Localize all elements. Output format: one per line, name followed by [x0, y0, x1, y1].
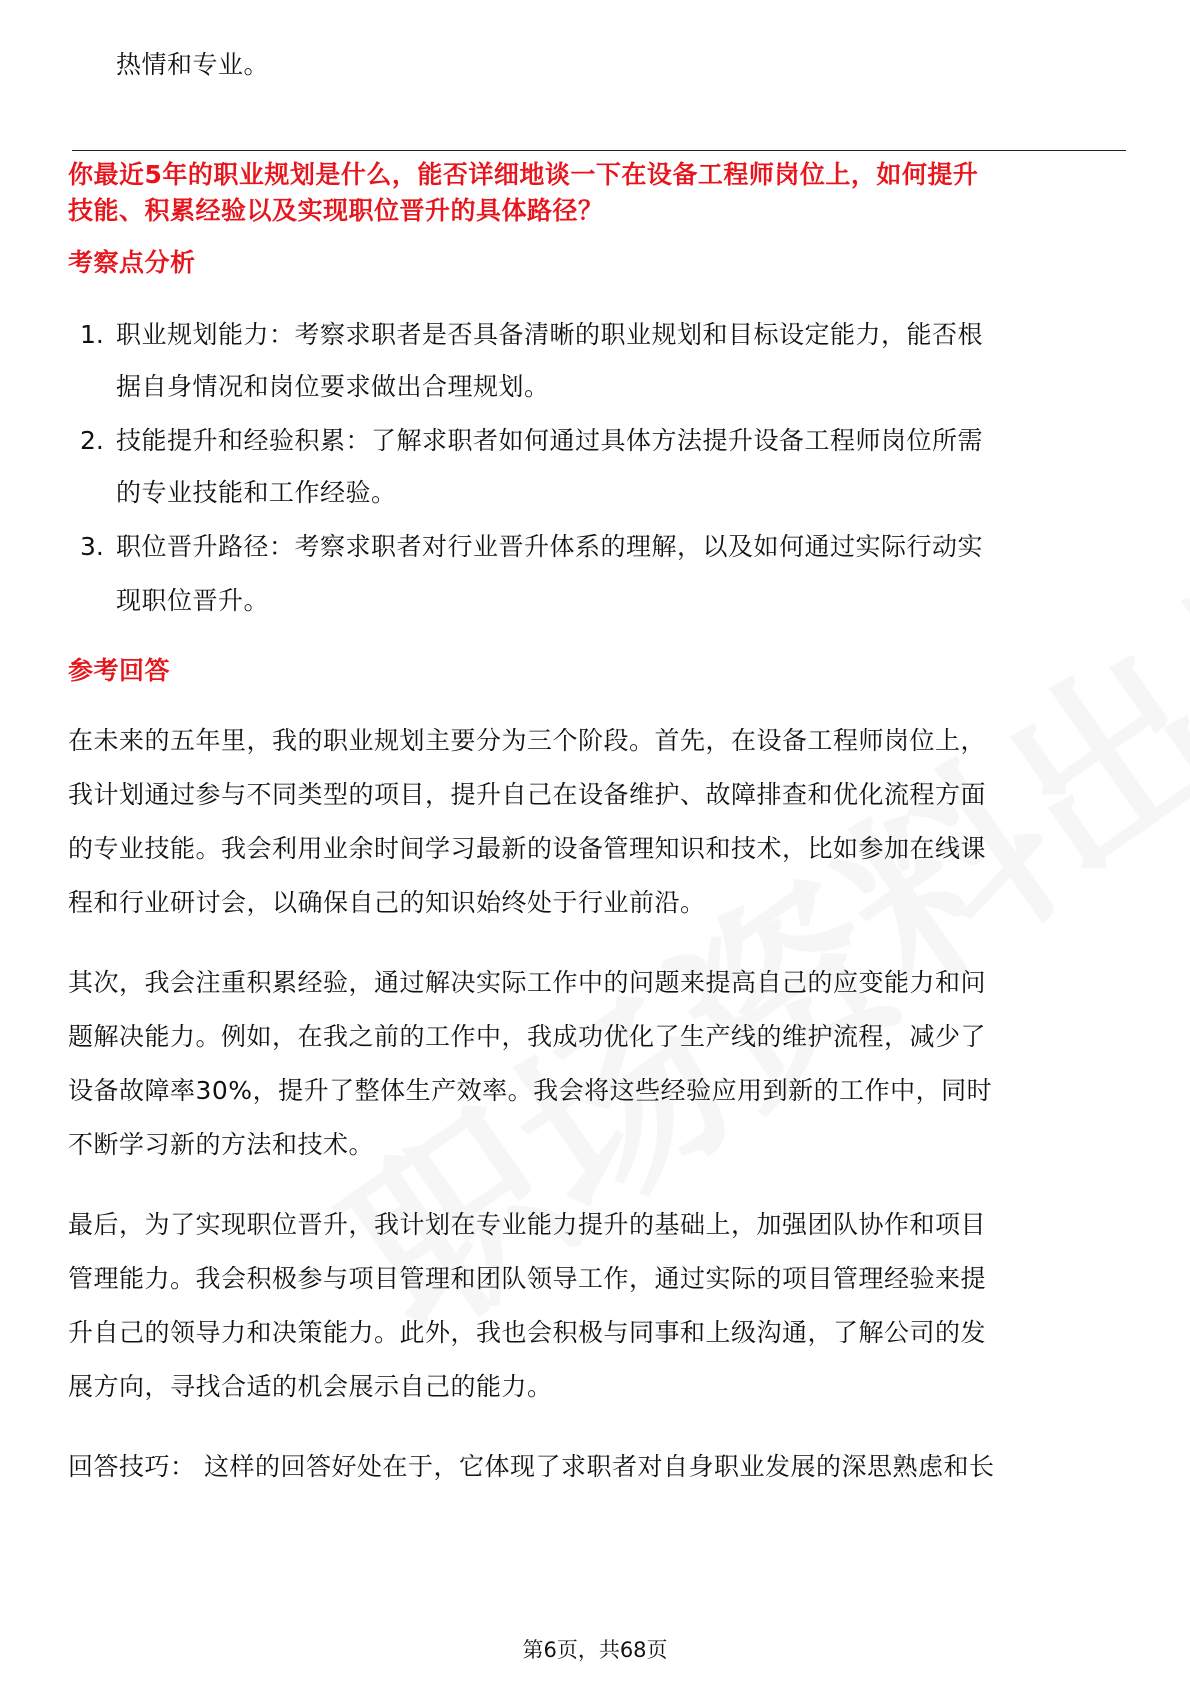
list-item-number: 3. — [80, 532, 104, 561]
paragraph-line: 题解决能力。例如，在我之前的工作中，我成功优化了生产线的维护流程，减少了 — [68, 1022, 987, 1051]
paragraph-line: 管理能力。我会积极参与项目管理和团队领导工作，通过实际的项目管理经验来提 — [68, 1264, 987, 1293]
list-item-text: 据自身情况和岗位要求做出合理规划。 — [116, 372, 550, 401]
paragraph-line: 展方向，寻找合适的机会展示自己的能力。 — [68, 1372, 553, 1401]
answer-heading: 参考回答 — [68, 656, 171, 685]
answer-tips: 回答技巧： 这样的回答好处在于，它体现了求职者对自身职业发展的深思熟虑和长 — [68, 1452, 995, 1481]
watermark — [286, 462, 1190, 1385]
paragraph-line: 程和行业研讨会，以确保自己的知识始终处于行业前沿。 — [68, 888, 706, 917]
page-number: 第6页，共68页 — [522, 1638, 668, 1662]
list-item-number: 2. — [80, 426, 104, 455]
paragraph-line: 不断学习新的方法和技术。 — [68, 1130, 375, 1159]
analysis-heading: 考察点分析 — [68, 248, 196, 277]
list-item-text: 现职位晋升。 — [116, 586, 270, 615]
question-line: 你最近5年的职业规划是什么，能否详细地谈一下在设备工程师岗位上，如何提升 — [68, 160, 979, 189]
question-line: 技能、积累经验以及实现职位晋升的具体路径？ — [68, 196, 604, 225]
paragraph-line: 设备故障率30%，提升了整体生产效率。我会将这些经验应用到新的工作中，同时 — [68, 1076, 993, 1105]
paragraph-line: 的专业技能。我会利用业余时间学习最新的设备管理知识和技术，比如参加在线课 — [68, 834, 987, 863]
paragraph-line: 在未来的五年里，我的职业规划主要分为三个阶段。首先，在设备工程师岗位上， — [68, 726, 987, 755]
continued-text: 热情和专业。 — [116, 50, 270, 79]
section-divider — [72, 150, 1126, 151]
list-item-text: 的专业技能和工作经验。 — [116, 478, 397, 507]
paragraph-line: 升自己的领导力和决策能力。此外，我也会积极与同事和上级沟通，了解公司的发 — [68, 1318, 987, 1347]
list-item-text: 职业规划能力：考察求职者是否具备清晰的职业规划和目标设定能力，能否根 — [116, 320, 984, 349]
list-item-text: 职位晋升路径：考察求职者对行业晋升体系的理解，以及如何通过实际行动实 — [116, 532, 984, 561]
list-item-number: 1. — [80, 320, 104, 349]
paragraph-line: 最后，为了实现职位晋升，我计划在专业能力提升的基础上，加强团队协作和项目 — [68, 1210, 987, 1239]
paragraph-line: 其次，我会注重积累经验，通过解决实际工作中的问题来提高自己的应变能力和问 — [68, 968, 987, 997]
paragraph-line: 我计划通过参与不同类型的项目，提升自己在设备维护、故障排查和优化流程方面 — [68, 780, 987, 809]
list-item-text: 技能提升和经验积累：了解求职者如何通过具体方法提升设备工程师岗位所需 — [116, 426, 984, 455]
